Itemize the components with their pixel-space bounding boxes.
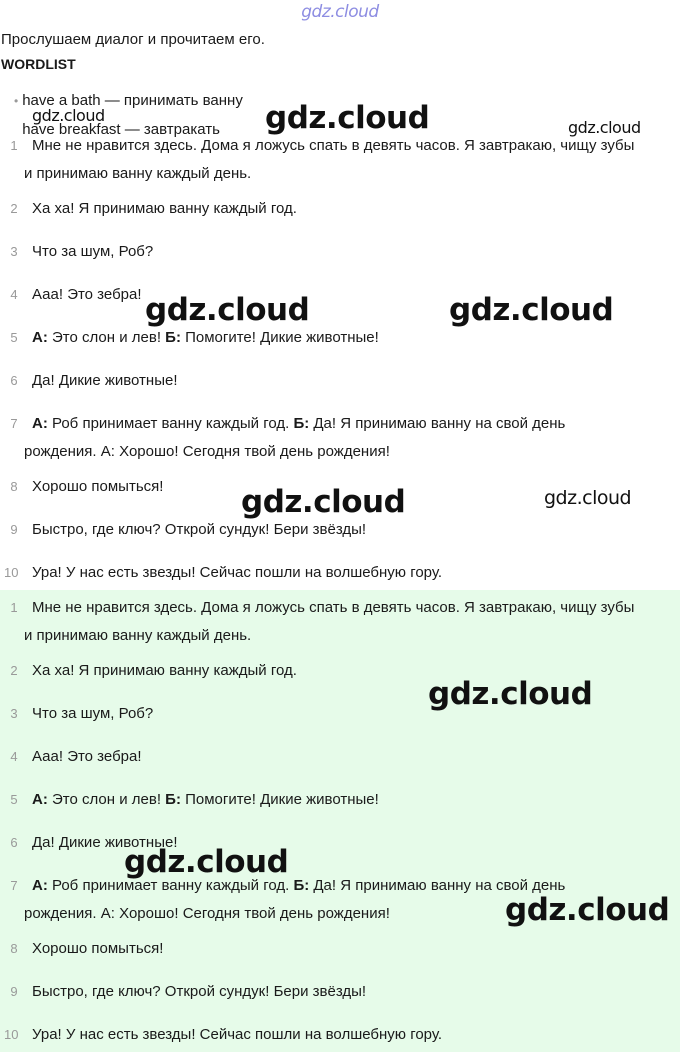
line-text bbox=[0, 195, 680, 223]
dialogue-line bbox=[0, 132, 680, 188]
speaker-label: А: bbox=[32, 415, 48, 432]
watermark: gdz.cloud bbox=[544, 487, 632, 509]
line-text bbox=[0, 935, 680, 963]
dialogue-line bbox=[0, 594, 680, 650]
dialogue-line bbox=[0, 978, 680, 1006]
bullet-icon: • bbox=[14, 94, 19, 108]
line-continuation bbox=[0, 438, 680, 466]
line-text-part: Помогите! Дикие животные! bbox=[180, 329, 379, 346]
dialogue-line bbox=[0, 367, 680, 395]
line-text-part: Быстро, где ключ? Открой сундук! Бери звёзды! bbox=[32, 521, 367, 538]
line-number: 2 bbox=[10, 663, 18, 678]
speaker-label: А: bbox=[32, 329, 48, 346]
speaker-label: Б: bbox=[293, 415, 310, 432]
line-text-part: Ха ха! Я принимаю ванну каждый год. bbox=[32, 662, 297, 679]
watermark: gdz.cloud bbox=[32, 106, 105, 125]
line-text-part: Хорошо помыться! bbox=[32, 478, 164, 495]
watermark: gdz.cloud bbox=[124, 844, 289, 880]
line-text-part: Хорошо! Сегодня твой день рождения! bbox=[114, 443, 390, 460]
line-text bbox=[0, 743, 680, 771]
watermark: gdz.cloud bbox=[241, 484, 406, 520]
line-text bbox=[0, 1021, 680, 1049]
speaker-label: А: bbox=[32, 791, 48, 808]
line-text-part: Хорошо! Сегодня твой день рождения! bbox=[114, 905, 390, 922]
line-number: 1 bbox=[10, 138, 18, 153]
line-number: 2 bbox=[10, 201, 18, 216]
line-text-part: Мне не нравится здесь. Дома я ложусь спать в девять часов. Я завтракаю, чищу зубы bbox=[32, 137, 635, 154]
dialogue-line bbox=[0, 935, 680, 963]
line-text bbox=[0, 367, 680, 395]
watermark: gdz.cloud bbox=[449, 292, 614, 328]
line-continuation: и принимаю ванну каждый день. bbox=[24, 627, 252, 644]
line-number: 3 bbox=[10, 244, 18, 259]
line-text-part: Роб принимает ванну каждый год. bbox=[47, 877, 294, 894]
speaker-label: Б: bbox=[293, 877, 310, 894]
intro-text: Прослушаем диалог и прочитаем его. bbox=[1, 31, 265, 48]
line-number: 8 bbox=[10, 941, 18, 956]
dialogue-line bbox=[0, 195, 680, 223]
line-text-part: Ааа! Это зебра! bbox=[32, 748, 142, 765]
speaker-label: А: bbox=[100, 443, 115, 460]
dialogue-line bbox=[0, 238, 680, 266]
watermark: gdz.cloud bbox=[145, 292, 310, 328]
line-text bbox=[0, 594, 680, 622]
line-text-part: Это слон и лев! bbox=[47, 329, 166, 346]
wordlist-title: WORDLIST bbox=[1, 56, 76, 72]
line-text-part: Ура! У нас есть звезды! Сейчас пошли на волшебную гору. bbox=[32, 1026, 443, 1043]
line-text bbox=[0, 786, 680, 814]
line-text-part: Ха ха! Я принимаю ванну каждый год. bbox=[32, 200, 297, 217]
speaker-label: А: bbox=[100, 905, 115, 922]
line-number: 7 bbox=[10, 878, 18, 893]
watermark: gdz.cloud bbox=[428, 676, 593, 712]
dialogue-line bbox=[0, 829, 680, 857]
line-number: 9 bbox=[10, 522, 18, 537]
line-text-part: Да! Я принимаю ванну на свой день bbox=[309, 415, 566, 432]
line-text bbox=[0, 978, 680, 1006]
line-text-part: Хорошо помыться! bbox=[32, 940, 164, 957]
watermark: gdz.cloud bbox=[505, 892, 670, 928]
line-text-part: Да! Я принимаю ванну на свой день bbox=[309, 877, 566, 894]
watermark: gdz.cloud bbox=[568, 118, 641, 137]
line-text-part: Роб принимает ванну каждый год. bbox=[47, 415, 294, 432]
dialogue-line bbox=[0, 786, 680, 814]
dialogue-line bbox=[0, 516, 680, 544]
line-number: 10 bbox=[4, 1027, 19, 1042]
line-text bbox=[0, 410, 680, 438]
line-continuation: и принимаю ванну каждый день. bbox=[24, 165, 252, 182]
line-text-part: рождения. bbox=[24, 443, 101, 460]
line-number: 4 bbox=[10, 749, 18, 764]
line-number: 1 bbox=[10, 600, 18, 615]
line-number: 4 bbox=[10, 287, 18, 302]
line-text-part: Да! Дикие животные! bbox=[32, 372, 178, 389]
watermark: gdz.cloud bbox=[265, 100, 430, 136]
line-number: 3 bbox=[10, 706, 18, 721]
line-text-part: Да! Дикие животные! bbox=[32, 834, 178, 851]
line-number: 5 bbox=[10, 330, 18, 345]
line-text-part: Помогите! Дикие животные! bbox=[180, 791, 379, 808]
line-text bbox=[0, 559, 680, 587]
line-number: 5 bbox=[10, 792, 18, 807]
line-text-part: рождения. bbox=[24, 905, 101, 922]
wordlist-item-text: have breakfast — завтракать bbox=[22, 121, 220, 138]
line-text bbox=[0, 324, 680, 352]
line-text bbox=[0, 238, 680, 266]
line-text-part: Что за шум, Роб? bbox=[32, 243, 154, 260]
dialogue-line bbox=[0, 559, 680, 587]
dialogue-line bbox=[0, 1021, 680, 1049]
dialogue-line bbox=[0, 324, 680, 352]
speaker-label: Б: bbox=[165, 329, 181, 346]
line-text-part: Что за шум, Роб? bbox=[32, 705, 154, 722]
line-text-part: Мне не нравится здесь. Дома я ложусь спать в девять часов. Я завтракаю, чищу зубы bbox=[32, 599, 635, 616]
speaker-label: А: bbox=[32, 877, 48, 894]
line-number: 7 bbox=[10, 416, 18, 431]
dialogue-line bbox=[0, 410, 680, 466]
line-number: 6 bbox=[10, 835, 18, 850]
line-text bbox=[0, 829, 680, 857]
speaker-label: Б: bbox=[165, 791, 181, 808]
line-text-part: Это слон и лев! bbox=[47, 791, 166, 808]
wordlist-item-text: have a bath — принимать ванну bbox=[22, 92, 243, 109]
dialogue-line bbox=[0, 743, 680, 771]
line-number: 8 bbox=[10, 479, 18, 494]
line-text-part: Ааа! Это зебра! bbox=[32, 286, 142, 303]
line-text-part: Ура! У нас есть звезды! Сейчас пошли на волшебную гору. bbox=[32, 564, 443, 581]
line-text bbox=[0, 516, 680, 544]
line-number: 10 bbox=[4, 565, 19, 580]
line-number: 9 bbox=[10, 984, 18, 999]
line-text-part: Быстро, где ключ? Открой сундук! Бери звёзды! bbox=[32, 983, 367, 1000]
line-number: 6 bbox=[10, 373, 18, 388]
brand-header[interactable]: gdz.cloud bbox=[301, 2, 379, 22]
